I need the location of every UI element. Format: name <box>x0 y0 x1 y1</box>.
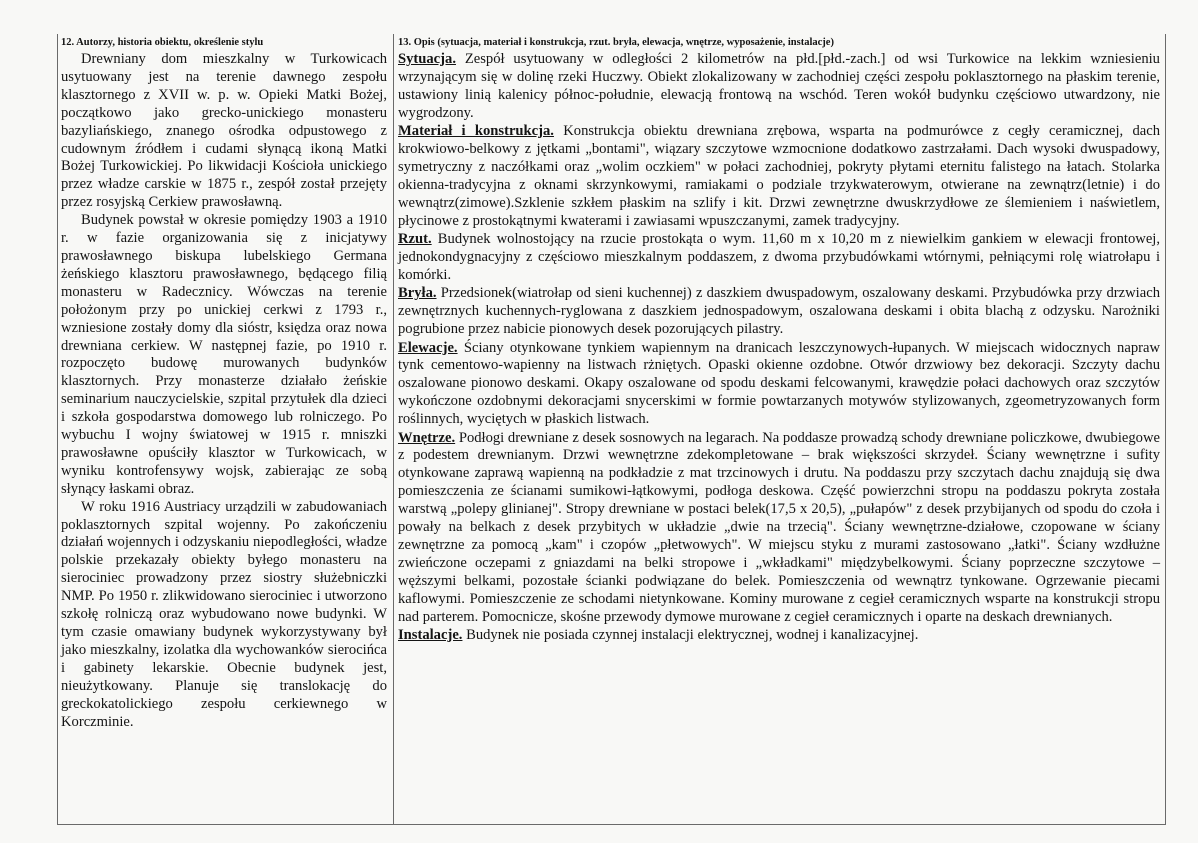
section-elewacje <box>398 340 1160 430</box>
history-column <box>61 36 387 731</box>
section-label: Elewacje. <box>398 339 458 356</box>
section-label: Wnętrze. <box>398 429 456 446</box>
section-sytuacja <box>398 51 1160 123</box>
section-rzut <box>398 231 1160 285</box>
section-label: Instalacje. <box>398 627 463 643</box>
history-heading: 12. Autorzy, historia obiektu, określenie stylu <box>61 37 264 48</box>
section-text: Ściany otynkowane tynkiem wapiennym na dranicach leszczynowych-łupanych. W miejscach widocznych napraw tynk cementowo-wapienny na listwach rżniętych. Opaski okienne ozdobne. Otwór drzwiowy bez dekoracji. Szczyty dachu oszalowane pionowo deskami. Okapy oszalowane od spodu deskami felcowanymi, krawędzie połaci dachowych oraz szczytów wykończone ozdobnymi dekoracjami snycerskimi w formie powtarzanych motywów stylizowanych, zgeometryzowanych form roślinnych, wyciętych w płaskich listwach. <box>398 339 1161 428</box>
section-label: Sytuacja. <box>398 51 456 67</box>
column-divider <box>393 34 394 824</box>
section-text: Przedsionek(wiatrołap od sieni kuchennej) z daszkiem dwuspadowym, oszalowany deskami. Przybudówka przy drzwiach zewnętrznych kuchennych-ryglowana z daszkiem jednospadowym, oszalowana deskami i obita blachą z odzysku. Narożniki pogrubione przez nabicie pionowych desek pozorujących pilastry. <box>398 285 1160 338</box>
section-label: Materiał i konstrukcja. <box>398 123 554 140</box>
section-label: Rzut. <box>398 231 432 248</box>
section-bryla <box>398 285 1160 339</box>
history-paragraph-1: Drewniany dom mieszkalny w Turkowicach usytuowany jest na terenie dawnego zespołu klasztornego z XVII w. p. w. Opieki Matki Bożej, początkowo jako grecko-unickiego monasteru bazyliańskiego, znanego ośrodka odpustowego z cudownym źródłem i cudami słynącą ikoną Matki Bożej Turkowickiej. Po likwidacji Kościoła unickiego przez władze carskie w 1875 r., zespół został przejęty przez rosyjską Cerkiew prawosławną. <box>61 51 387 211</box>
history-paragraph-2: Budynek powstał w okresie pomiędzy 1903 a 1910 r. w fazie organizowania się z inicjatywy prawosławnego biskupa lubelskiego Germana żeńskiego klasztoru prawosławnego, będącego filią monasteru w Radecznicy. Wówczas na terenie położonym przy po unickiej cerkwi z 1793 r., wzniesione zostały domy dla sióstr, księdza oraz nowa drewniana cerkiew. W następnej fazie, po 1910 r. rozpoczęto budowę murowanych budynków klasztornych. Przy monasterze działało żeńskie seminarium nauczycielskie, szpital przytułek dla dzieci i szkoła gospodarstwa domowego lub rolniczego. Po wybuchu I wojny światowej w 1915 r. mniszki prawosławne opuściły klasztor w Turkowicach, w wyniku kontrofensywy wojsk, zabierając ze sobą słynący łaskami obraz. <box>61 212 387 497</box>
history-paragraph-3: W roku 1916 Austriacy urządzili w zabudowaniach poklasztornych szpital wojenny. Po zakończeniu działań wojennych i odzyskaniu niepodległości, władze polskie przekazały obiekty byłego monasteru na sierociniec prowadzony przez siostry służebniczki NMP. Po 1950 r. zlikwidowano sierociniec i utworzono szkołę rolniczą oraz wybudowano nowe budynki. W tym czasie omawiany budynek wykorzystywany był jako mieszkalny, izolatka dla wychowanków sierocińca i gabinety lekarskie. Obecnie budynek jest, nieużytkowany. Planuje się translokację do greckokatolickiego zespołu cerkiewnego w Korczminie. <box>61 498 387 730</box>
description-heading: 13. Opis (sytuacja, materiał i konstrukcja, rzut. bryła, elewacja, wnętrze, wyposażenie, instalacje) <box>398 37 834 48</box>
section-material <box>398 123 1160 230</box>
section-label: Bryła. <box>398 285 437 302</box>
section-text: Budynek wolnostojący na rzucie prostokąta o wym. 11,60 m x 10,20 m z niewielkim gankiem w elewacji frontowej, jednokondygnacyjny z częściowo mieszkalnym poddaszem, z dwoma przybudówkami wtórnymi, pełniącymi rolę wiatrołapu i komórki. <box>398 231 1160 283</box>
description-column <box>398 36 1160 645</box>
section-text: Konstrukcja obiektu drewniana zrębowa, wsparta na podmurówce z cegły ceramicznej, dach krokwiowo-belkowy z jętkami „bontami", wiązary szczytowe wzmocnione dodatkowo zastrzałami. Dach wysoki dwuspadowy, symetryczny z naczółkami oraz „wolim oczkiem" w połaci zachodniej, pokryty płytami eternitu falistego na łatach. Stolarka okienna-tradycyjna z oknami skrzynkowymi, ramiakami o podziale trzykwaterowym, otwierane na zewnątrz(letnie) i do wewnątrz(zimowe).Szklenie szkłem płaskim na szlify i kit. Drzwi zewnętrzne dwuskrzydłowe ze ślemieniem i naświetlem, płycinowe z prostokątnymi kwaterami i zawiasami wpuszczanymi, zamek tradycyjny. <box>398 123 1160 229</box>
section-text: Zespół usytuowany w odległości 2 kilometrów na płd.[płd.-zach.] od wsi Turkowice na lekkim wzniesieniu wrzynającym się w dolinę rzeki Huczwy. Obiekt zlokalizowany w zachodniej części zespołu poklasztornego na płaskim terenie, ustawiony linią kalenicy północ-południe, elewacją frontową na wschód. Teren wokół budynku częściowo utwardzony, nie wygrodzony. <box>398 51 1160 121</box>
section-text: Podłogi drewniane z desek sosnowych na legarach. Na poddasze prowadzą schody drewniane policzkowe, dwubiegowe z podestem drewnianym. Drzwi wewnętrzne zdekompletowane – brak większości skrzydeł. Ściany wewnętrzne i sufity otynkowane zaprawą wapienną na podkładzie z mat trzcinowych i drutu. Na poddaszu przy szczytach dachu znajdują się dwa pomieszczenia ze ścianami sumikowi-łątkowymi, podłoga deskowa. Część powierzchni stropu na poddaszu pokryta została warstwą „polepy glinianej". Stropy drewniane w postaci belek(17,5 x 20,5), „pułapów" z desek przybijanych od spodu do czoła i powały na belkach z desek przybitych w układzie „dwie na trzecią". Ściany wewnętrzne-działowe, czopowane w ściany zewnętrzne za pomocą „kam" i czopów „płetwowych". W miejscu styku z murami zastosowano „łatki". Ściany wzdłużne zwieńczone oczepami z gniazdami na belki stropowe i „wkładkami" międzybelkowymi. Ściany poprzeczne szczytowe – węższymi belkami, pozostałe ścianki podwiązane do belek. Pomieszczenia od wewnątrz tynkowane. Ogrzewanie piecami kaflowymi. Pomieszczenie ze schodami nietynkowane. Kominy murowane z cegieł ceramicznych wsparte na konstrukcji stropu nad parterem. Pomocnicze, skośne przewody dymowe murowane z cegieł ceramicznych i oparte na deskach drewnianych. <box>398 429 1160 625</box>
section-text: Budynek nie posiada czynnej instalacji elektrycznej, wodnej i kanalizacyjnej. <box>466 627 919 643</box>
section-wnetrze <box>398 430 1160 627</box>
section-instalacje <box>398 627 1160 645</box>
